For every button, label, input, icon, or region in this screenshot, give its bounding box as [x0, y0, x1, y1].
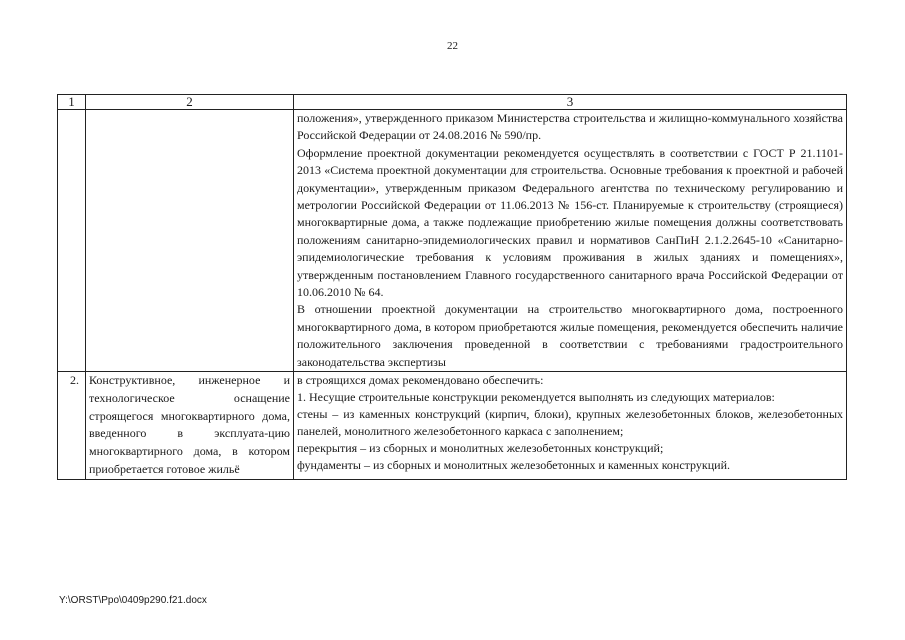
paragraph: фундаменты – из сборных и монолитных железобетонных и каменных конструкций.: [297, 458, 730, 473]
paragraph: 1. Несущие строительные конструкции рекомендуется выполнять из следующих материалов:: [297, 390, 775, 405]
row-title: [86, 110, 294, 372]
table-row: [58, 110, 847, 372]
row-content: [294, 110, 847, 372]
paragraph: стены – из каменных конструкций (кирпич, блоки), крупных железобетонных блоков, железобетонных панелей, монолитного железобетонного каркаса с заполнением;: [297, 407, 843, 439]
row-title-text: Конструктивное, инженерное и технологическое оснащение строящегося многоквартирного дома, введенного в эксплуата-цию многоквартирного дома, в котором приобретается готовое жильё: [89, 373, 290, 477]
header-col-2: 2: [86, 95, 294, 110]
row-title: [86, 372, 294, 480]
row-number: 2.: [58, 372, 86, 480]
footer-file-path: Y:\ORST\Ppo\0409p290.f21.docx: [59, 595, 207, 606]
paragraph: положения», утвержденного приказом Министерства строительства и жилищно-коммунального хозяйства Российской Федерации от 24.08.2016 № 590/пр.: [297, 111, 843, 143]
header-col-3: 3: [294, 95, 847, 110]
table-row: [58, 372, 847, 480]
paragraph: Оформление проектной документации рекомендуется осуществлять в соответствии с ГОСТ Р 21.1101-2013 «Система проектной документации для строительства. Основные требования к проектной и рабочей документации», утвержденным приказом Федерального агентства по техническому регулированию и метрологии Российской Федерации от 11.06.2013 № 156-ст. Планируемые к строительству (строящиеся) многоквартирные дома, а также подлежащие приобретению жилые помещения должны соответствовать положениям санитарно-эпидемиологических правил и нормативов СанПиН 2.1.2.2645-10 «Санитарно-эпидемиологические требования к условиям проживания в жилых зданиях и помещениях», утвержденным постановлением Главного государственного санитарного врача Российской Федерации от 10.06.2010 № 64.: [297, 145, 843, 300]
header-col-1: 1: [58, 95, 86, 110]
page-number: 22: [447, 40, 458, 52]
row-content: [294, 372, 847, 480]
document-table: [57, 94, 847, 480]
paragraph: в строящихся домах рекомендовано обеспечить:: [297, 373, 544, 388]
paragraph: В отношении проектной документации на строительство многоквартирного дома, построенного многоквартирного дома, в котором приобретаются жилые помещения, рекомендуется обеспечить наличие положительного заключения проведенной в соответствии с требованиями градостроительного законодательства экспертизы: [297, 302, 843, 369]
row-number: [58, 110, 86, 372]
paragraph: перекрытия – из сборных и монолитных железобетонных конструкций;: [297, 441, 664, 456]
table-header-row: [58, 95, 847, 110]
